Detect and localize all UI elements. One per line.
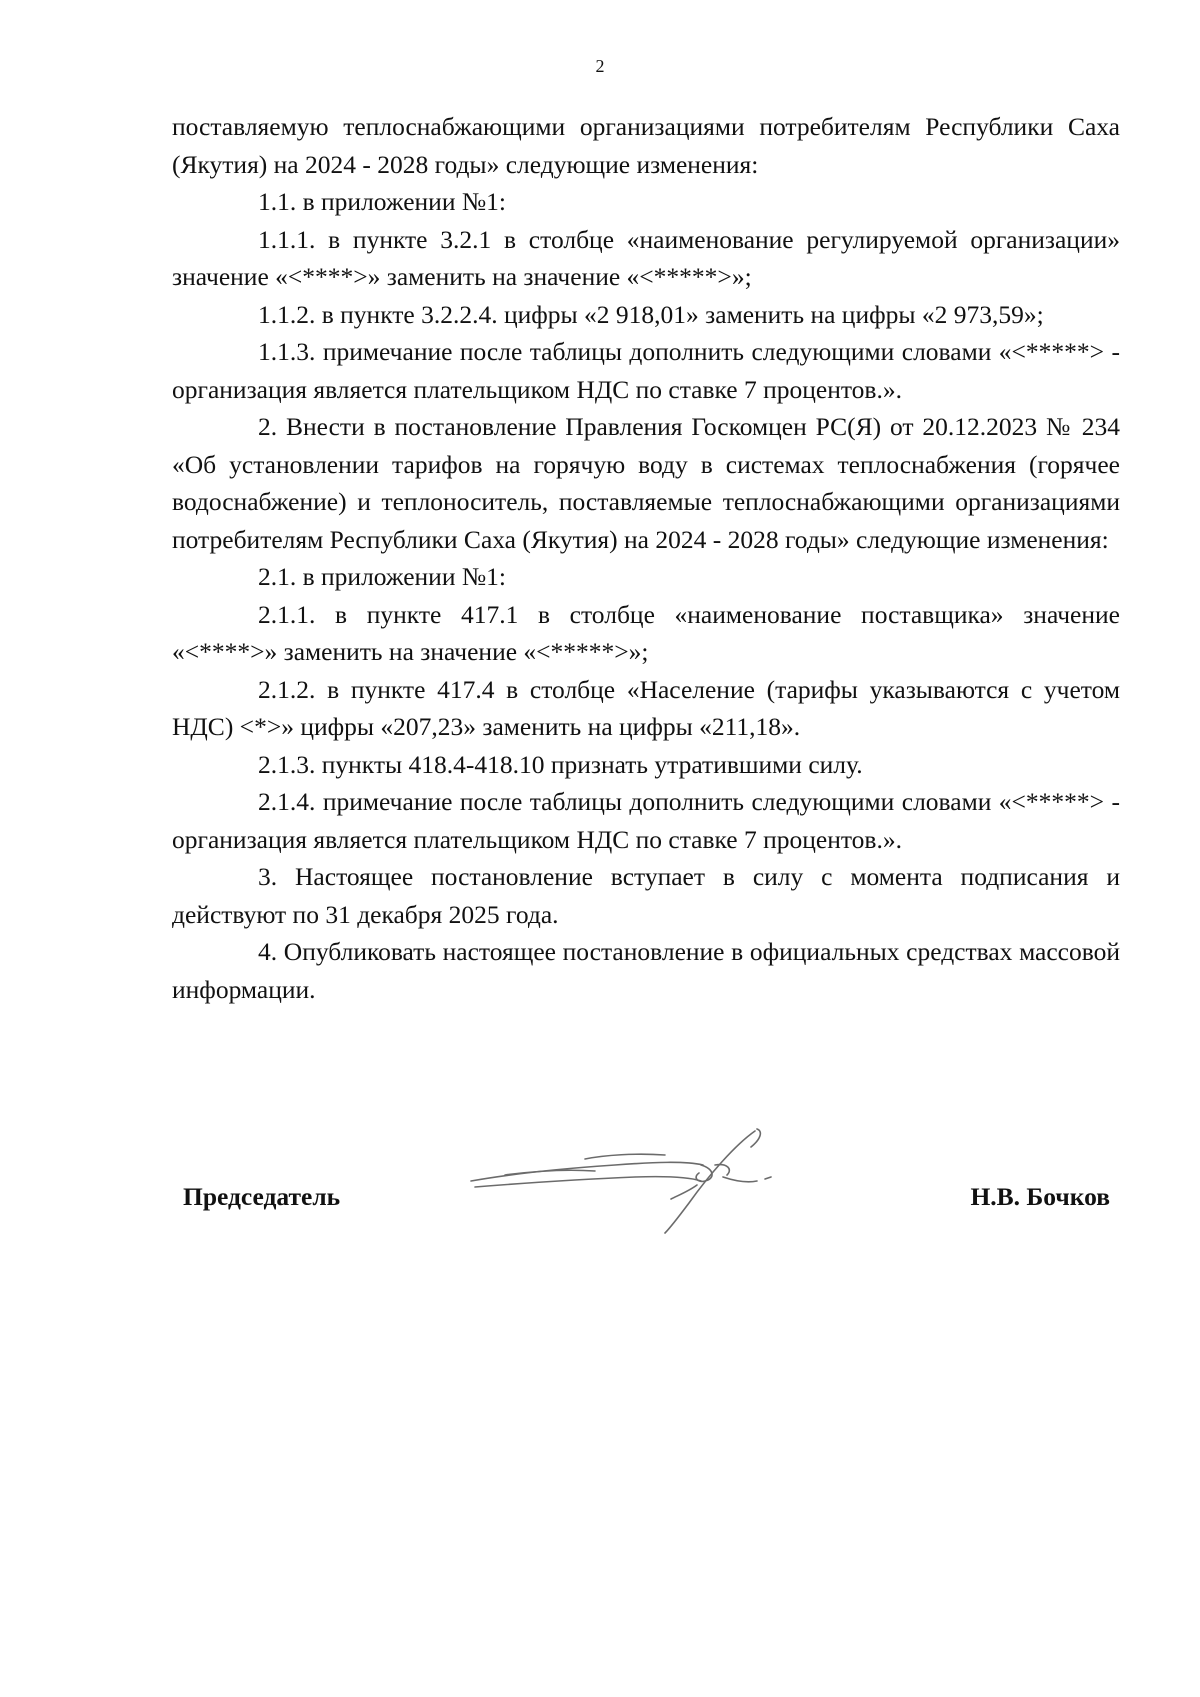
paragraph-1-1-2: 1.1.2. в пункте 3.2.2.4. цифры «2 918,01» заменить на цифры «2 973,59»; [258,299,1044,329]
paragraph-2-1-2: 2.1.2. в пункте 417.4 в столбце «Население (тарифы указываются с учетом НДС) <*>» цифры «207,23» заменить на цифры «211,18». [172,674,1120,741]
paragraph-2-1-4: 2.1.4. примечание после таблицы дополнить следующими словами «<*****> - организация является плательщиком НДС по ставке 7 процентов.». [172,787,1120,854]
paragraph-3: 3. Настоящее постановление вступает в силу с момента подписания и действуют по 31 декабря 2025 года. [172,862,1120,929]
paragraph-2-1-3: 2.1.3. пункты 418.4-418.10 признать утратившими силу. [258,749,863,779]
paragraph-2-1-1: 2.1.1. в пункте 417.1 в столбце «наименование поставщика» значение «<****>» заменить на значение «<*****>»; [172,599,1120,666]
signatory-name: Н.В. Бочков [970,1182,1110,1211]
page-number: 2 [595,56,605,76]
paragraph-4: 4. Опубликовать настоящее постановление в официальных средствах массовой информации. [172,937,1120,1004]
paragraph-continuation: поставляемую теплоснабжающими организациями потребителям Республики Саха (Якутия) на 2024 - 2028 годы» следующие изменения: [172,112,1120,179]
paragraph-1-1: 1.1. в приложении №1: [258,187,507,216]
signatory-title: Председатель [183,1182,341,1211]
paragraph-2: 2. Внести в постановление Правления Госкомцен РС(Я) от 20.12.2023 № 234 «Об установлении тарифов на горячую воду в системах теплоснабжения (горячее водоснабжение) и теплоноситель, поставляемые теплоснабжающими организациями потребителям Республики Саха (Якутия) на 2024 - 2028 годы» следующие изменения: [172,412,1120,554]
document-body [172,108,1120,1008]
paragraph-2-1: 2.1. в приложении №1: [258,562,507,591]
paragraph-1-1-1: 1.1.1. в пункте 3.2.1 в столбце «наименование регулируемой организации» значение «<****>» заменить на значение «<*****>»; [172,224,1120,291]
handwritten-signature [465,1125,795,1235]
paragraph-1-1-3: 1.1.3. примечание после таблицы дополнить следующими словами «<*****> - организация является плательщиком НДС по ставке 7 процентов.». [172,337,1120,404]
